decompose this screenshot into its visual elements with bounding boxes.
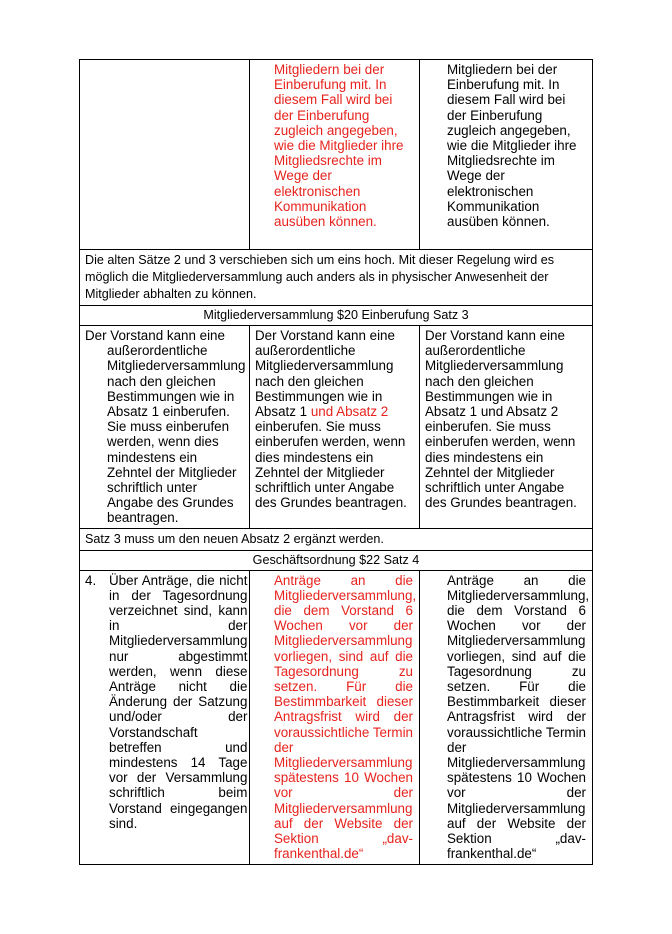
- section-header: Mitgliederversammlung $20 Einberufung Satz 3: [80, 306, 593, 326]
- note-text: Satz 3 muss um den neuen Absatz 2 ergänzt werden.: [80, 528, 593, 550]
- list-number: 4.: [85, 572, 97, 588]
- new-text-cell: Mitgliedern bei der Einberufung mit. In diesem Fall wird bei der Einberufung zugleich angegeben, wie die Mitglieder ihre Mitgliedsrechte im Wege der elektronischen Kommunikation ausüben können.: [420, 60, 593, 250]
- list-item: [85, 572, 248, 831]
- note-row: [80, 250, 593, 306]
- note-text: Die alten Sätze 2 und 3 verschieben sich um eins hoch. Mit dieser Regelung wird es möglich die Mitgliederversammlung auch anders als in physischer Anwesenheit der Mitglieder abhalten zu können.: [80, 250, 593, 306]
- changed-text: Mitgliedern bei der Einberufung mit. In diesem Fall wird bei der Einberufung zugleich angegeben, wie die Mitglieder ihre Mitgliedsrechte im Wege der elektronischen Kommunikation ausüben können.: [274, 62, 404, 230]
- new-text: Anträge an die Mitgliederversammlung, die dem Vorstand 6 Wochen vor der Mitgliederversammlung vorliegen, sind auf die Tagesordnung zu setzen. Für die Bestimmbarkeit dieser Antragsfrist wird der voraussichtliche Termin der Mitgliederversammlung spätestens 10 Wochen vor der Mitgliederversammlung auf der Website der Sektion „dav-frankenthal.de“: [447, 572, 590, 862]
- old-text-cell: [80, 570, 250, 864]
- proposed-text-cell: [250, 326, 420, 529]
- table-row: [80, 326, 593, 529]
- proposed-text-cell: [250, 60, 420, 250]
- table-row: [80, 60, 593, 250]
- proposed-text-cell: [250, 570, 420, 864]
- changed-text: Anträge an die Mitgliederversammlung, die dem Vorstand 6 Wochen vor der Mitgliederversammlung vorliegen, sind auf die Tagesordnung zu setzen. Für die Bestimmbarkeit dieser Antragsfrist wird der voraussichtliche Termin der Mitgliederversammlung spätestens 10 Wochen vor der Mitgliederversammlung auf der Website der Sektion „dav-frankenthal.de“: [274, 572, 417, 862]
- proposed-text-part: Der Vorstand kann eine außerordentliche Mitgliederversammlung nach den gleichen Bestimmungen wie in Absatz 1: [255, 328, 395, 420]
- old-text: Über Anträge, die nicht in der Tagesordnung verzeichnet sind, kann in der Mitgliederversammlung nur abgestimmt werden, wenn diese Anträge nicht die Änderung der Satzung und/oder der Vorstandschaft betreffen und mindestens 14 Tage vor der Versammlung schriftlich beim Vorstand eingegangen sind.: [109, 572, 248, 831]
- new-text-cell: [420, 570, 593, 864]
- old-text-first-line: Der Vorstand kann eine: [85, 328, 225, 343]
- proposed-text-part: einberufen. Sie muss einberufen werden, wenn dies mindestens ein Zehntel der Mitglieder schriftlich unter Angabe des Grundes beantragen.: [255, 419, 407, 511]
- comparison-table: [79, 59, 593, 865]
- new-text-cell: Der Vorstand kann eine außerordentliche Mitgliederversammlung nach den gleichen Bestimmungen wie in Absatz 1 und Absatz 2 einberufen. Sie muss einberufen werden, wenn dies mindestens ein Zehntel der Mitglieder schriftlich unter Angabe des Grundes beantragen.: [420, 326, 593, 529]
- note-row: [80, 528, 593, 550]
- table-row: [80, 570, 593, 864]
- section-header: Geschäftsordnung $22 Satz 4: [80, 550, 593, 570]
- old-text-cell: [80, 326, 250, 529]
- old-text-cell: [80, 60, 250, 250]
- section-header-row: [80, 550, 593, 570]
- old-text: außerordentliche Mitgliederversammlung nach den gleichen Bestimmungen wie in Absatz 1 einberufen. Sie muss einberufen werden, wenn dies mindestens ein Zehntel der Mitglieder schriftlich unter Angabe des Grundes beantragen.: [107, 343, 246, 526]
- section-header-row: [80, 306, 593, 326]
- changed-text: und Absatz 2: [307, 404, 389, 420]
